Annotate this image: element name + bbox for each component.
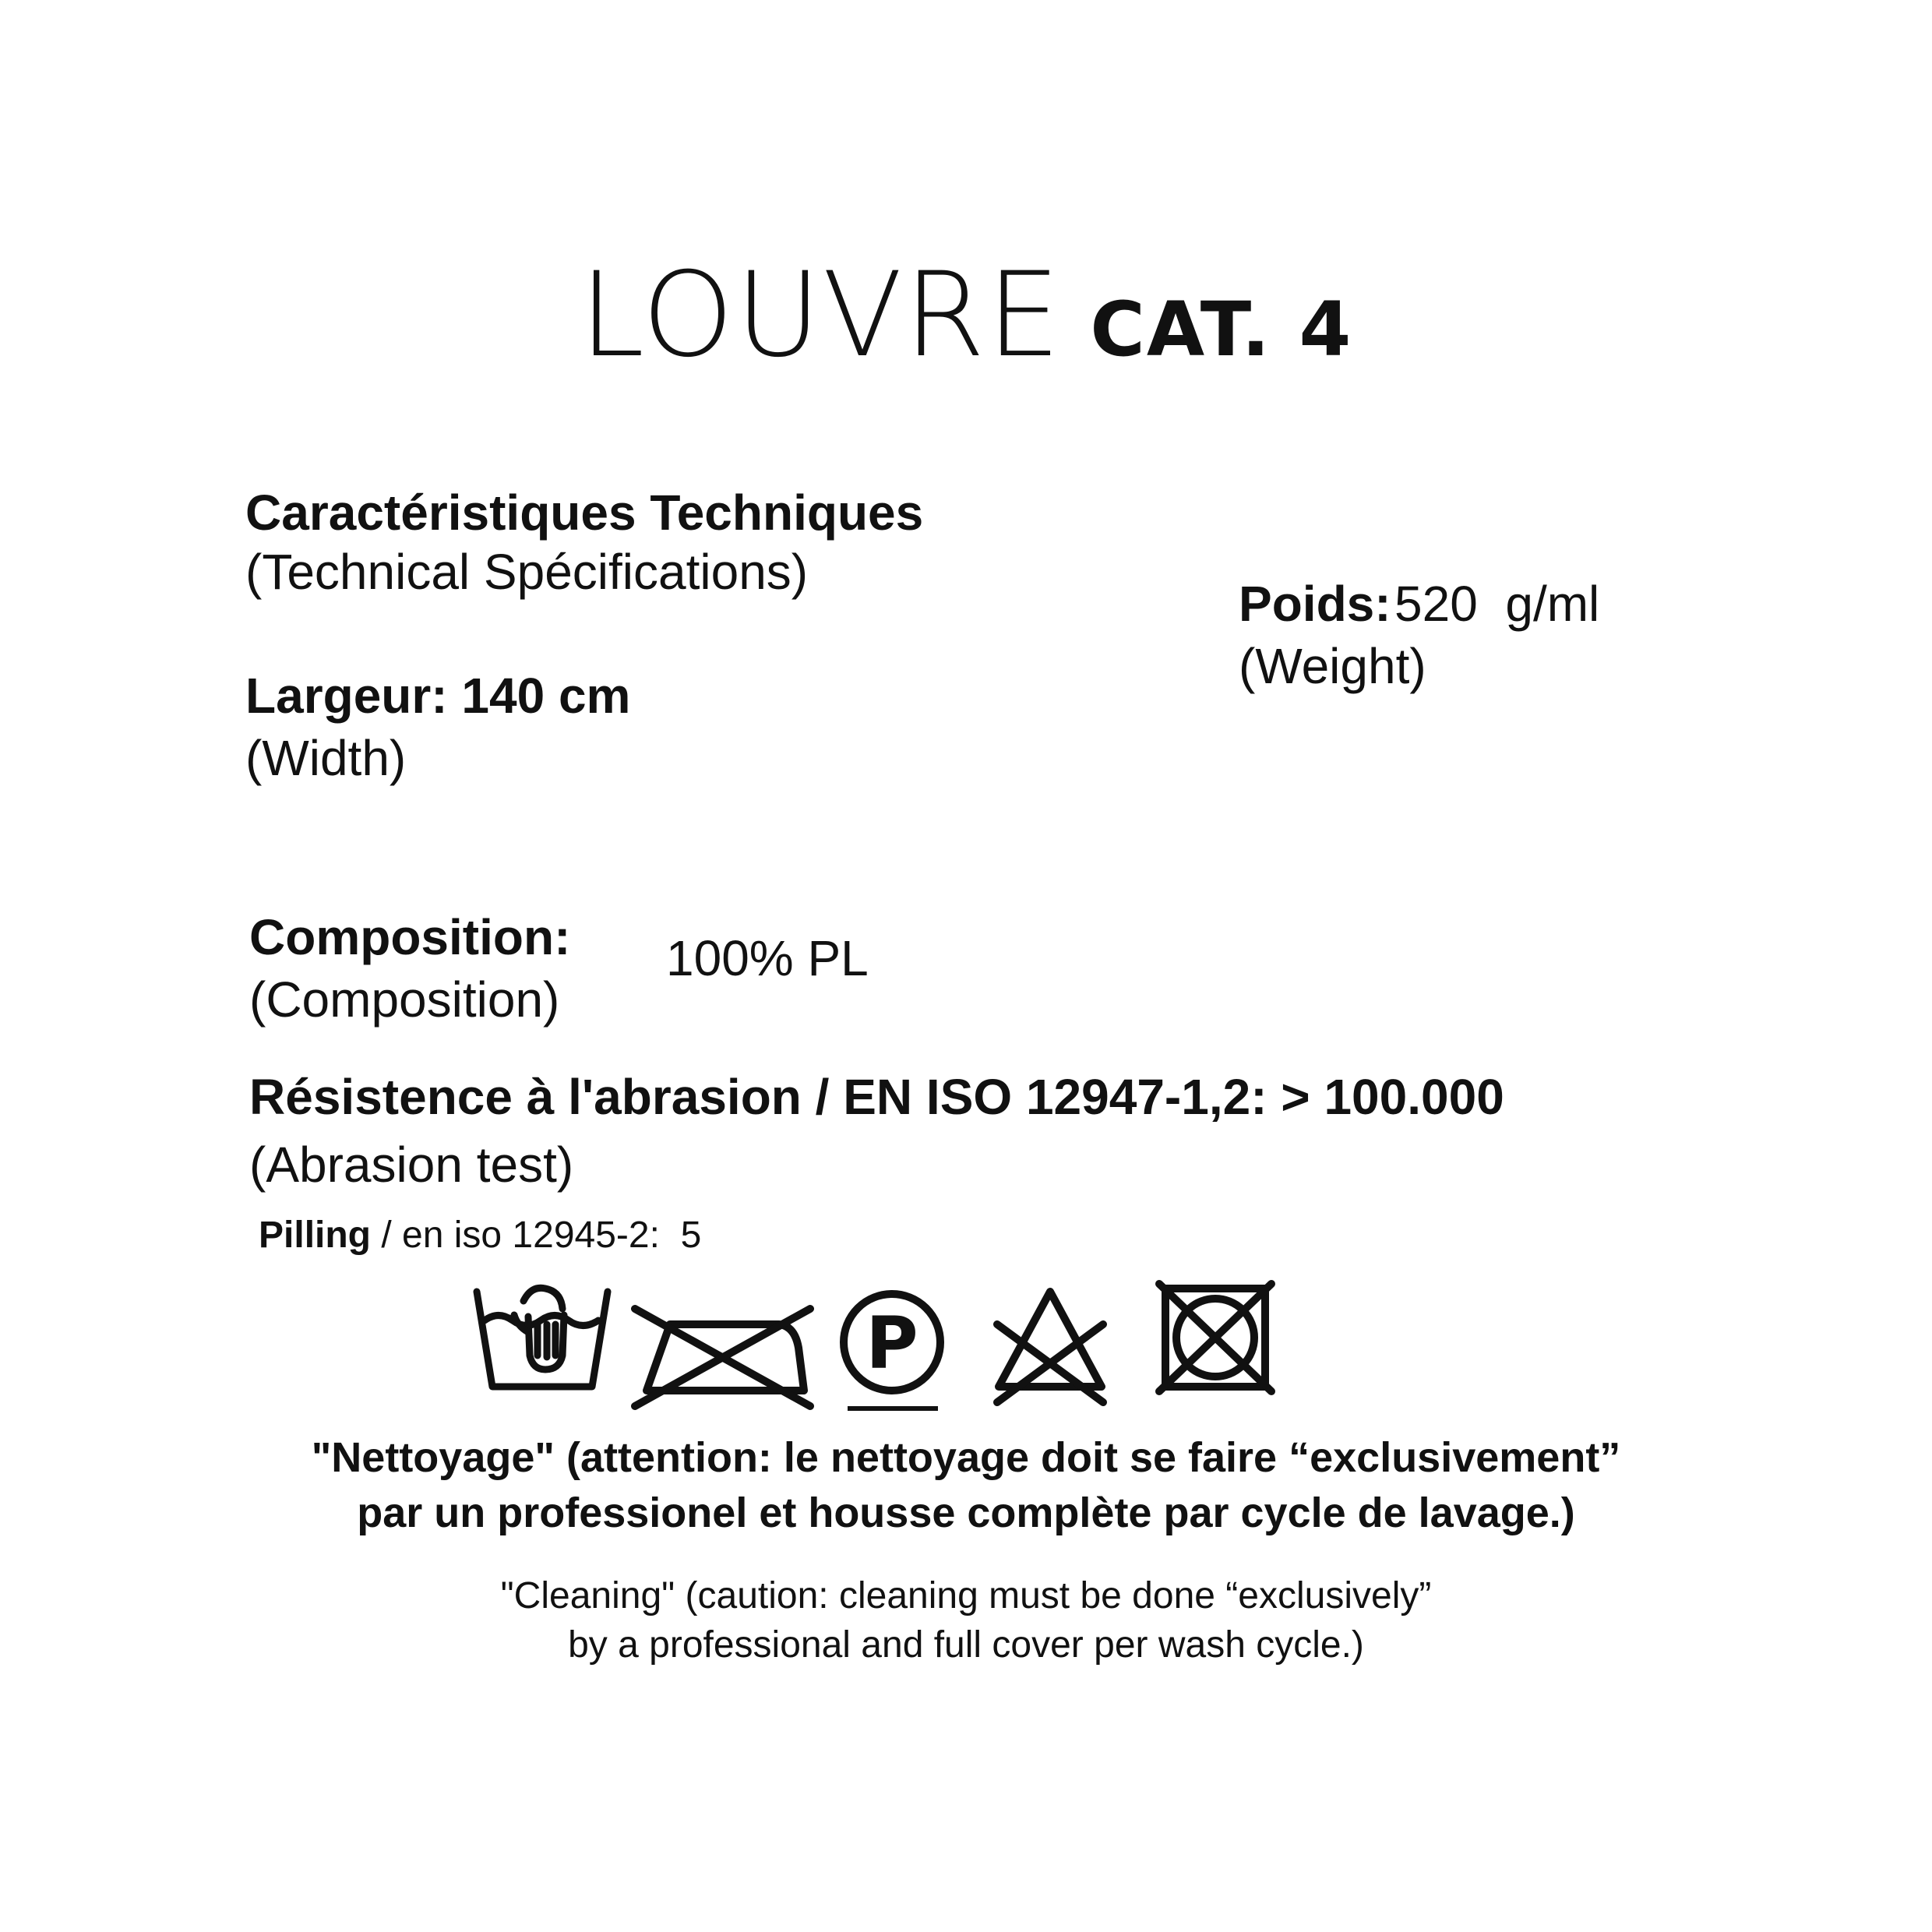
spec-heading: Caractéristiques Techniques	[245, 485, 924, 541]
pilling-row	[259, 1214, 701, 1257]
product-category: CAT. 4	[1090, 286, 1353, 373]
width-label: Largeur: 140 cm	[245, 668, 631, 724]
do-not-iron-icon	[635, 1309, 810, 1406]
composition-en: (Composition)	[249, 971, 560, 1028]
cleaning-note-en-line2: by a professional and full cover per wash cycle.)	[568, 1624, 1364, 1666]
cleaning-note-en	[0, 1571, 1932, 1670]
product-name: LOUVRE	[579, 248, 1063, 383]
weight-value: 520 g/ml	[1394, 576, 1600, 632]
pilling-label: Pilling	[259, 1215, 371, 1256]
composition-label: Composition:	[249, 909, 571, 965]
care-icons	[467, 1278, 1293, 1426]
abrasion-label: Résistence à l'abrasion / EN ISO 12947-1,2: > 100.000	[249, 1069, 1504, 1125]
cleaning-note-fr-line2: par un professionel et housse complète par cycle de lavage.)	[357, 1490, 1575, 1537]
cleaning-note-fr	[0, 1430, 1932, 1542]
svg-text:P: P	[866, 1302, 918, 1385]
weight-en: (Weight)	[1239, 638, 1426, 694]
weight-row	[1239, 573, 1599, 635]
cleaning-note-en-line1: "Cleaning" (caution: cleaning must be done “exclusively”	[500, 1575, 1432, 1616]
professional-dry-clean-p-icon	[844, 1294, 940, 1408]
do-not-bleach-icon	[997, 1292, 1103, 1402]
composition-value: 100% PL	[666, 930, 869, 986]
pilling-value: / en iso 12945-2: 5	[371, 1215, 702, 1256]
hand-wash-icon	[477, 1288, 608, 1387]
do-not-tumble-dry-icon	[1159, 1284, 1271, 1391]
spec-heading-en: (Technical Spécifications)	[245, 544, 809, 600]
weight-label: Poids:	[1239, 576, 1391, 632]
width-en: (Width)	[245, 730, 407, 786]
cleaning-note-fr-line1: "Nettoyage" (attention: le nettoyage doit se faire “exclusivement”	[311, 1434, 1621, 1481]
product-title	[0, 248, 1932, 383]
abrasion-en: (Abrasion test)	[249, 1137, 574, 1193]
